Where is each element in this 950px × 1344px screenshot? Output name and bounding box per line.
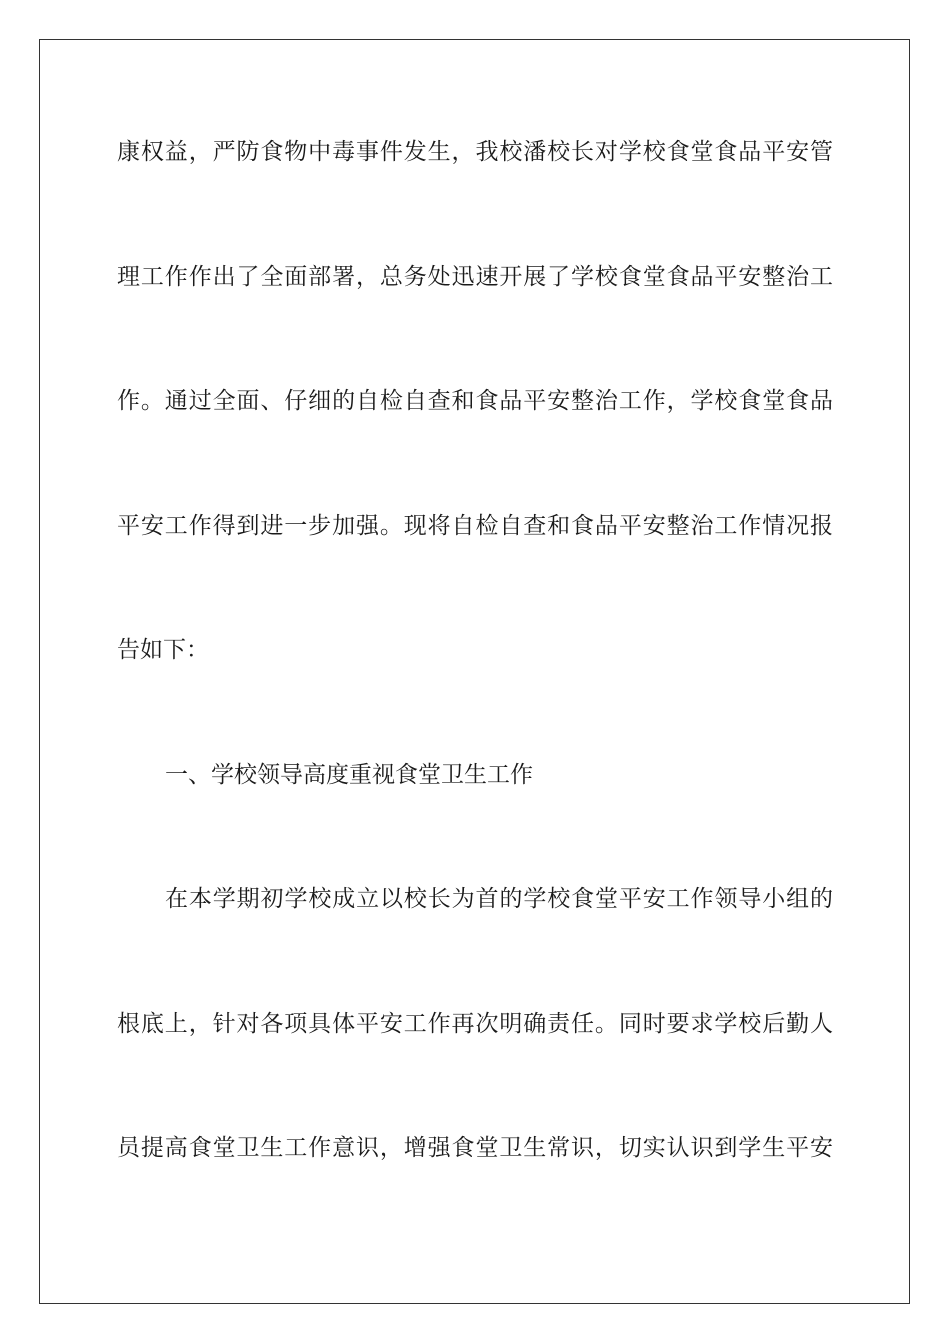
body-text-line: 告如下： bbox=[117, 637, 209, 663]
body-text-line: 作。通过全面、仔细的自检自查和食品平安整治工作，学校食堂食品 bbox=[117, 388, 833, 414]
body-text-line: 康权益，严防食物中毒事件发生，我校潘校长对学校食堂食品平安管 bbox=[117, 139, 833, 165]
body-text-line: 平安工作得到进一步加强。现将自检自查和食品平安整治工作情况报 bbox=[117, 513, 833, 539]
paragraph-first-line: 在本学期初学校成立以校长为首的学校食堂平安工作领导小组的 bbox=[165, 886, 833, 912]
body-text-line: 理工作作出了全面部署，总务处迅速开展了学校食堂食品平安整治工 bbox=[117, 264, 833, 290]
page-border bbox=[39, 39, 910, 1304]
section-heading: 一、学校领导高度重视食堂卫生工作 bbox=[165, 762, 533, 788]
body-text-line: 员提高食堂卫生工作意识，增强食堂卫生常识，切实认识到学生平安 bbox=[117, 1135, 833, 1161]
body-text-line: 根底上，针对各项具体平安工作再次明确责任。同时要求学校后勤人 bbox=[117, 1011, 833, 1037]
